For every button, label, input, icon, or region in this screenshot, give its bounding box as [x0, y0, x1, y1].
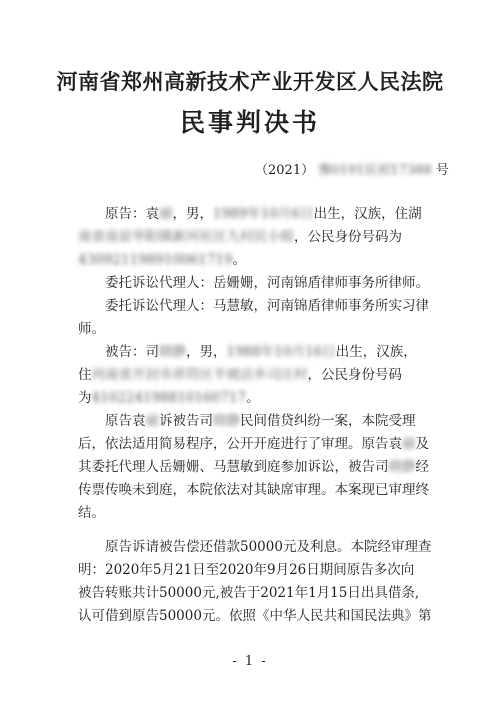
text-segment: 原告：袁: [105, 206, 159, 222]
paragraph-line: 师。: [78, 321, 105, 337]
redacted-text: 晓静: [159, 344, 186, 360]
redacted-text: 晓静: [388, 459, 416, 475]
text-segment: 出生，汉族，: [335, 344, 417, 360]
text-segment: 出生，汉族，住湖: [313, 206, 422, 222]
paragraph-line: 委托诉讼代理人：岳姗姗，河南锦盾律师事务所律师。: [105, 275, 429, 291]
text-segment: 住: [78, 367, 92, 383]
paragraph-line: [78, 226, 422, 249]
defendant-paragraph: [78, 341, 422, 410]
text-segment: ，男，: [186, 344, 227, 360]
text-segment: 诉被告司: [159, 413, 213, 429]
claim-paragraph: [78, 536, 432, 628]
redacted-text: 430921198910061719: [78, 252, 233, 268]
paragraph-line: 被告转账共计50000元,被告于2021年1月15日出具借条,: [78, 585, 420, 601]
paragraph-line: [78, 249, 422, 272]
text-segment: ，公民身份号码为: [294, 229, 402, 245]
case-number-prefix: （2021）: [255, 163, 315, 178]
redacted-text: 1988年10月16日: [226, 344, 336, 360]
paragraph-line: [78, 364, 422, 387]
paragraph-line: [78, 456, 429, 479]
paragraph-line: 传票传唤未到庭，本院依法对其缺席审理。本案现已审理终: [78, 482, 429, 498]
paragraph-line: [78, 341, 422, 364]
paragraph-line: 明：2020年5月21日至2020年9月26日期间原告多次向: [78, 562, 415, 578]
court-name: 河南省郑州高新技术产业开发区人民法院: [56, 69, 444, 94]
paragraph-line: 原告诉请被告偿还借款50000元及利息。本院经审理查: [105, 539, 432, 555]
text-segment: 民间借贷纠纷一案，本院受理: [240, 413, 416, 429]
paragraph-line: 委托诉讼代理人：马慧敏，河南锦盾律师事务所实习律: [105, 298, 429, 314]
document-title: 民事判决书: [179, 108, 320, 137]
text-segment: ，公民身份号码: [307, 367, 402, 383]
case-number-suffix: 号: [435, 163, 449, 178]
text-segment: 及: [415, 436, 429, 452]
paragraph-line: [78, 203, 422, 226]
paragraph-line: [78, 387, 422, 410]
redacted-text: 豫0191民初17388: [318, 163, 432, 178]
text-segment: 经: [415, 459, 429, 475]
text-segment: 为: [78, 390, 92, 406]
redacted-text: 丽: [145, 413, 159, 429]
paragraph-line: 认可借到原告50000元。依照《中华人民共和国民法典》第: [78, 608, 432, 624]
text-segment: 。: [232, 252, 247, 268]
agent-paragraph: [78, 272, 429, 295]
redacted-text: 丽: [402, 436, 416, 452]
redacted-text: 南省南县华阳镇新河社区九村民小组: [78, 229, 294, 245]
text-segment: 后，依法适用简易程序，公开开庭进行了审理。原告袁: [78, 436, 402, 452]
redacted-text: 河南省开封市祥符区半坡店乡司庄村: [91, 367, 308, 383]
paragraph-line: [78, 410, 422, 433]
redacted-text: 1989年10月6日: [213, 206, 314, 222]
redacted-text: 晓静: [213, 413, 240, 429]
case-intro-paragraph: [78, 410, 429, 525]
text-segment: ，男，: [172, 206, 213, 222]
paragraph-line: 结。: [78, 505, 105, 521]
paragraph-line: [78, 433, 429, 456]
page-number: - 1 -: [232, 654, 268, 669]
text-segment: 原告袁: [105, 413, 146, 429]
agent-paragraph: [78, 295, 429, 341]
plaintiff-paragraph: [78, 203, 422, 272]
text-segment: 。: [246, 390, 260, 406]
case-number: [255, 159, 449, 178]
text-segment: 被告：司: [105, 344, 159, 360]
redacted-text: 410224198810160717: [91, 390, 247, 406]
redacted-text: 丽: [159, 206, 173, 222]
text-segment: 其委托代理人岳姗姗、马慧敏到庭参加诉讼，被告司: [78, 459, 389, 475]
